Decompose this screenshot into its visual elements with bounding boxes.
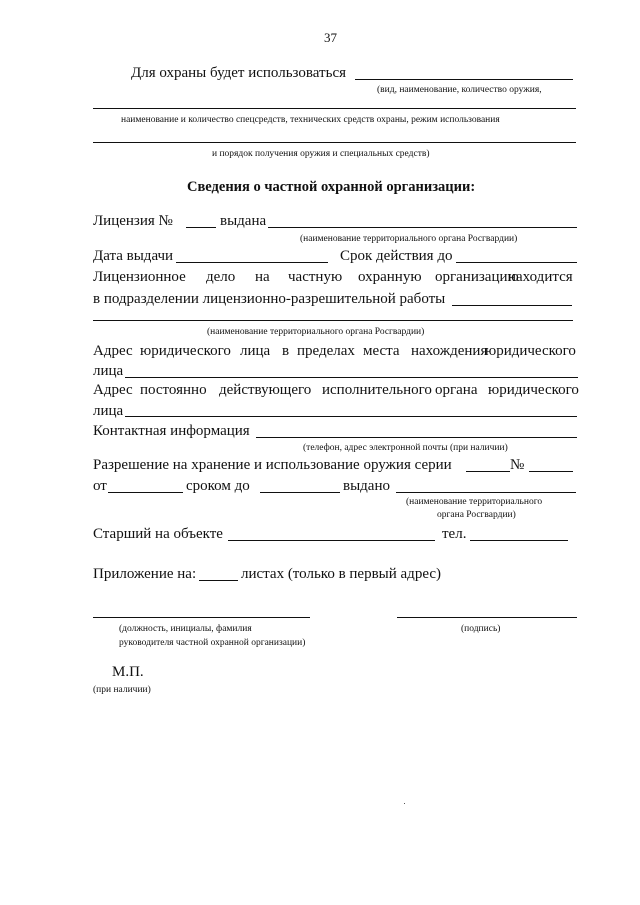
senior-label: Старший на объекте (93, 526, 223, 542)
license-number-label: Лицензия № (93, 213, 173, 229)
appendix-label: Приложение на: (93, 566, 197, 582)
permit-hint-2: органа Росгвардии) (437, 510, 516, 520)
legal-address-w3: в (282, 343, 290, 359)
permit-number-field[interactable] (529, 471, 573, 472)
license-file-w6: находится (508, 269, 573, 285)
license-issuer-hint: (наименование территориального органа Росгвардии) (300, 234, 518, 244)
legal-address-w2: лица (240, 343, 271, 359)
permit-hint-1: (наименование территориального (406, 497, 543, 507)
license-file-line2: в подразделении лицензионно-разрешительной работы (93, 291, 446, 307)
license-date-label: Дата выдачи (93, 248, 174, 264)
license-file-field-2[interactable] (93, 320, 573, 321)
license-file-w0: Лицензионное (93, 269, 186, 285)
senior-phone-field[interactable] (470, 540, 568, 541)
license-issued-label: выдана (220, 213, 267, 229)
permit-issued-label: выдано (343, 478, 390, 494)
appendix-pages-field[interactable] (199, 580, 238, 581)
signature-hint: (подпись) (461, 624, 501, 634)
license-validity-field[interactable] (456, 262, 577, 263)
signature-field[interactable] (397, 617, 577, 618)
permit-series-field[interactable] (466, 471, 510, 472)
license-file-hint: (наименование территориального органа Росгвардии) (207, 327, 425, 337)
license-file-w2: на (255, 269, 270, 285)
legal-address-field[interactable] (125, 377, 578, 378)
stamp-hint: (при наличии) (93, 685, 151, 695)
exec-address-w4: органа (435, 382, 478, 398)
contacts-hint: (телефон, адрес электронной почты (при наличии) (303, 443, 508, 453)
weapons-hint-2: наименование и количество спецсредств, технических средств охраны, режим использования (121, 115, 500, 125)
weapons-field-2[interactable] (93, 108, 576, 109)
exec-address-w1: постоянно (140, 382, 207, 398)
exec-address-w2: действующего (219, 382, 312, 398)
weapons-field[interactable] (355, 79, 573, 80)
contacts-field[interactable] (256, 437, 577, 438)
legal-address-w0: Адрес (93, 343, 133, 359)
exec-address-field[interactable] (125, 416, 577, 417)
legal-address-w4: пределах (297, 343, 355, 359)
exec-address-w0: Адрес (93, 382, 133, 398)
legal-address-line2: лица (93, 363, 124, 379)
scan-dot (404, 803, 405, 804)
license-file-w4: охранную (358, 269, 422, 285)
license-validity-label: Срок действия до (340, 248, 453, 264)
page-number: 37 (324, 30, 337, 45)
permit-issuer-field[interactable] (396, 492, 576, 493)
stamp-label: М.П. (112, 664, 144, 680)
legal-address-w1: юридического (140, 343, 231, 359)
license-file-w3: частную (288, 269, 343, 285)
appendix-suffix: листах (только в первый адрес) (241, 566, 442, 582)
permit-term-label: сроком до (186, 478, 250, 494)
license-file-w5: организацию (435, 269, 519, 285)
exec-address-w5: юридического (488, 382, 579, 398)
license-date-field[interactable] (176, 262, 328, 263)
legal-address-w7: юридического (485, 343, 576, 359)
senior-field[interactable] (228, 540, 435, 541)
position-hint-1: (должность, инициалы, фамилия (119, 624, 252, 634)
license-issuer-field[interactable] (268, 227, 577, 228)
legal-address-w6: нахождения (411, 343, 488, 359)
permit-from-field[interactable] (108, 492, 183, 493)
weapons-hint-1: (вид, наименование, количество оружия, (377, 85, 542, 95)
exec-address-line2: лица (93, 403, 124, 419)
legal-address-w5: места (363, 343, 400, 359)
senior-phone-label: тел. (442, 526, 467, 542)
weapons-label: Для охраны будет использоваться (131, 65, 347, 81)
license-file-w1: дело (206, 269, 236, 285)
section-title: Сведения о частной охранной организации: (187, 179, 476, 195)
permit-from-label: от (93, 478, 107, 494)
weapons-hint-3: и порядок получения оружия и специальных средств) (212, 149, 430, 159)
position-field[interactable] (93, 617, 310, 618)
license-number-field[interactable] (186, 227, 216, 228)
position-hint-2: руководителя частной охранной организации) (119, 638, 306, 648)
permit-term-field[interactable] (260, 492, 340, 493)
license-file-field[interactable] (452, 305, 572, 306)
weapons-field-3[interactable] (93, 142, 576, 143)
permit-number-sign: № (510, 457, 525, 473)
permit-label: Разрешение на хранение и использование оружия серии (93, 457, 452, 473)
contacts-label: Контактная информация (93, 423, 250, 439)
exec-address-w3: исполнительного (322, 382, 432, 398)
